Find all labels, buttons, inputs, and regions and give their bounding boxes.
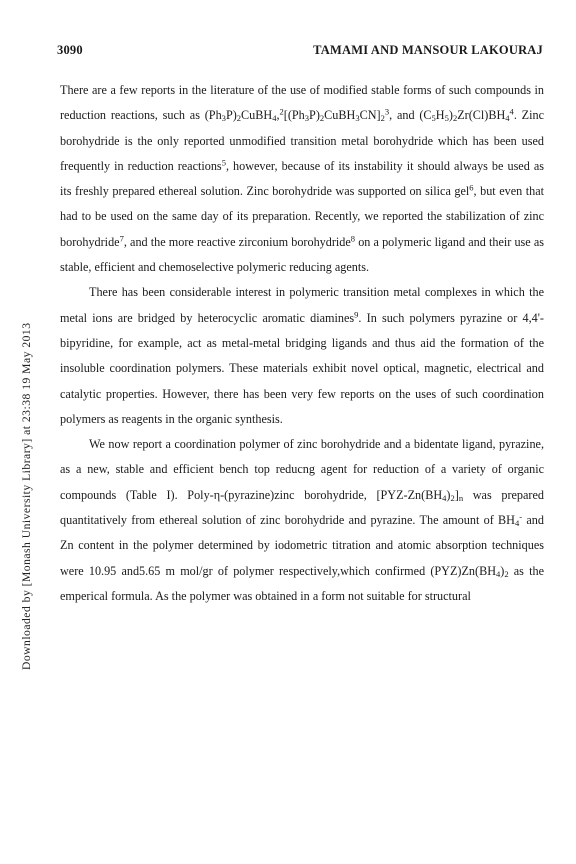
- text-run: , and (C: [389, 108, 432, 123]
- text-run: , but even that had to be used on the same day of its preparation. Recently, we reported the stabilization of zinc borohydride: [60, 184, 544, 249]
- text-run: We now report a coordination polymer of zinc borohydride and a bidentate ligand, pyrazine, as a new, stable and efficient bench top reducng agent for reduction of a variety of organic compounds (Table I). Poly-η-(pyrazine)zinc borohydride, [PYZ-Zn(BH: [60, 437, 544, 502]
- subscript: n: [458, 492, 464, 503]
- superscript: 4: [509, 106, 514, 117]
- subscript: 2: [452, 113, 458, 124]
- text-run: CN]: [359, 108, 381, 123]
- subscript: 3: [221, 113, 226, 124]
- text-run: , however, because of its instability it should always be used as its freshly prepared ethereal solution. Zinc borohydride was supported on silica gel: [60, 158, 544, 199]
- text-run: CuBH: [324, 108, 356, 123]
- text-run: H: [435, 108, 445, 123]
- text-run: was prepared quantitatively from ethereal solution of zinc borohydride and pyrazine. The amount of BH: [60, 487, 544, 528]
- download-watermark: Downloaded by [Monash University Library] at 23:38 19 May 2013: [20, 322, 33, 670]
- text-run: as the emperical formula. As the polymer was obtained in a form not suitable for structural: [60, 563, 544, 603]
- text-run: [(Ph: [283, 108, 305, 123]
- text-run: Zr(Cl)BH: [457, 108, 506, 123]
- subscript: 2: [504, 568, 509, 579]
- text-run: There are a few reports in the literature of the use of modified stable forms of such compounds in reduction reactions, such as (Ph: [60, 83, 544, 123]
- article-body: [60, 78, 544, 609]
- text-run: . Zinc borohydride is the only reported unmodified transition metal borohydride which has been used frequently in reduction reactions: [60, 108, 544, 173]
- text-run: There has been considerable interest in polymeric transition metal complexes in which the metal ions are bridged by heterocyclic aromatic diamines: [60, 285, 544, 325]
- text-run: and Zn content in the polymer determined by iodometric titration and atomic absorption techniques were 10.95 and5.65 m mol/gr of polymer respectively,which confirmed (PYZ)Zn(BH: [60, 513, 544, 578]
- text-run: P): [309, 108, 320, 123]
- superscript: 5: [221, 157, 226, 168]
- text-run: , and the more reactive zirconium borohydride: [123, 234, 351, 249]
- subscript: 4: [272, 113, 277, 124]
- superscript: 9: [354, 308, 359, 319]
- text-run: ): [446, 487, 451, 502]
- superscript: 7: [119, 233, 124, 244]
- text-run: ): [500, 563, 505, 578]
- subscript: 2: [236, 113, 242, 124]
- subscript: 3: [304, 113, 310, 124]
- page-number: 3090: [57, 43, 83, 57]
- subscript: 5: [444, 113, 449, 124]
- running-head: TAMAMI AND MANSOUR LAKOURAJ: [313, 43, 543, 57]
- subscript: 2: [450, 492, 455, 503]
- text-run: P): [225, 108, 237, 123]
- subscript: 4: [442, 492, 447, 503]
- superscript: 3: [384, 106, 390, 117]
- superscript: 2: [279, 106, 284, 117]
- superscript: 8: [350, 233, 356, 244]
- subscript: 4: [505, 113, 510, 124]
- text-run: ,: [276, 108, 280, 123]
- subscript: 5: [431, 113, 436, 124]
- text-run: ): [448, 108, 453, 123]
- paragraph: [60, 78, 544, 280]
- subscript: 4: [515, 518, 520, 529]
- subscript: 2: [380, 113, 385, 124]
- text-run: . In such polymers pyrazine or 4,4'-bipyridine, for example, act as metal-metal bridging ligands and thus aid the formation of the insoluble coordination polymers. These materials exhibit novel optical, magnetic, electrical and catalytic properties. However, there has been very few reports on the uses of such coordination polymers as reagents in the organic synthesis.: [60, 310, 544, 426]
- subscript: 4: [496, 568, 501, 579]
- subscript: 3: [355, 113, 360, 124]
- superscript: 6: [469, 182, 474, 193]
- subscript: 2: [319, 113, 325, 124]
- text-run: ]: [454, 487, 459, 502]
- paragraph: [60, 280, 544, 432]
- text-run: CuBH: [241, 108, 273, 123]
- text-run: on a polymeric ligand and their use as stable, efficient and chemoselective polymeric reducing agents.: [60, 234, 544, 275]
- paragraph: [60, 432, 544, 609]
- superscript: -: [519, 511, 523, 522]
